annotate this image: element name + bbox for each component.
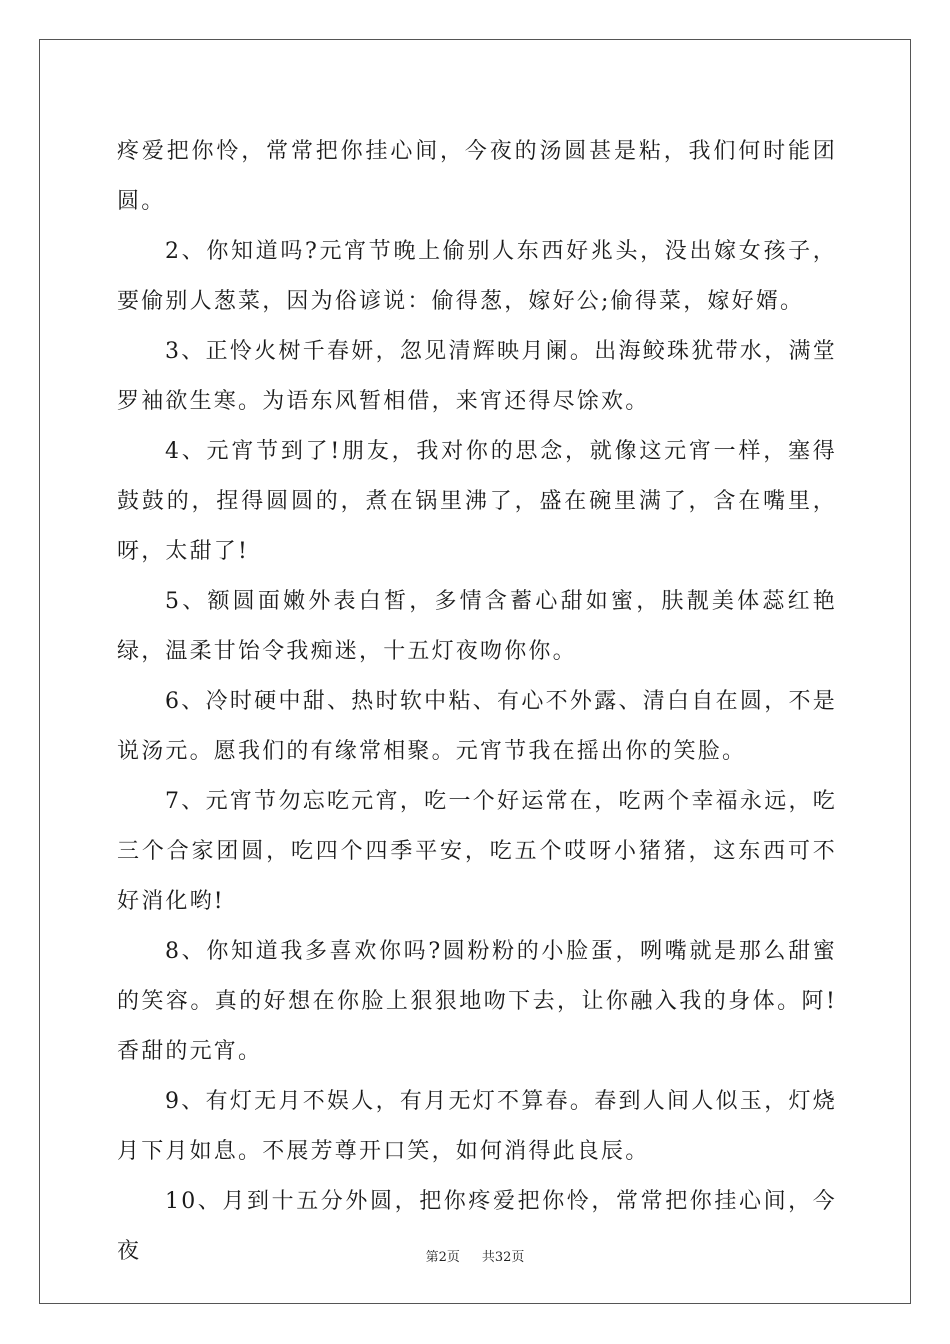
paragraph-item-6: 6、冷时硬中甜、热时软中粘、有心不外露、清白自在圆，不是说汤元。愿我们的有缘常相聚。元宵节我在摇出你的笑脸。 [117,689,837,764]
paragraph-item-2: 2、你知道吗?元宵节晚上偷别人东西好兆头，没出嫁女孩子，要偷别人葱菜，因为俗谚说：偷得葱，嫁好公;偷得菜，嫁好婿。 [117,239,837,314]
paragraph-item-4: 4、元宵节到了!朋友，我对你的思念，就像这元宵一样，塞得鼓鼓的，捏得圆圆的，煮在锅里沸了，盛在碗里满了，含在嘴里，呀，太甜了! [117,439,837,564]
paragraph-item-7: 7、元宵节勿忘吃元宵，吃一个好运常在，吃两个幸福永远，吃三个合家团圆，吃四个四季平安，吃五个哎呀小猪猪，这东西可不好消化哟! [117,789,837,914]
page-number: 第2页 [425,1250,460,1265]
paragraph-item-10: 10、月到十五分外圆，把你疼爱把你怜，常常把你挂心间，今夜 [117,1189,837,1264]
total-pages: 共32页 [481,1250,525,1265]
paragraph-item-9: 9、有灯无月不娱人，有月无灯不算春。春到人间人似玉，灯烧月下月如息。不展芳尊开口笑，如何消得此良辰。 [117,1089,837,1164]
document-body [117,127,837,1277]
paragraph-item-3: 3、正怜火树千春妍，忽见清辉映月阑。出海鲛珠犹带水，满堂罗袖欲生寒。为语东风暂相借，来宵还得尽馀欢。 [117,339,837,414]
paragraph-item-8: 8、你知道我多喜欢你吗?圆粉粉的小脸蛋，咧嘴就是那么甜蜜的笑容。真的好想在你脸上狠狠地吻下去，让你融入我的身体。阿!香甜的元宵。 [117,939,837,1064]
page-footer [0,1246,950,1265]
paragraph-item-5: 5、额圆面嫩外表白皙，多情含蓄心甜如蜜，肤靓美体蕊红艳绿，温柔甘饴令我痴迷，十五灯夜吻你你。 [117,589,837,664]
paragraph-continuation: 疼爱把你怜，常常把你挂心间，今夜的汤圆甚是粘，我们何时能团圆。 [117,139,837,214]
